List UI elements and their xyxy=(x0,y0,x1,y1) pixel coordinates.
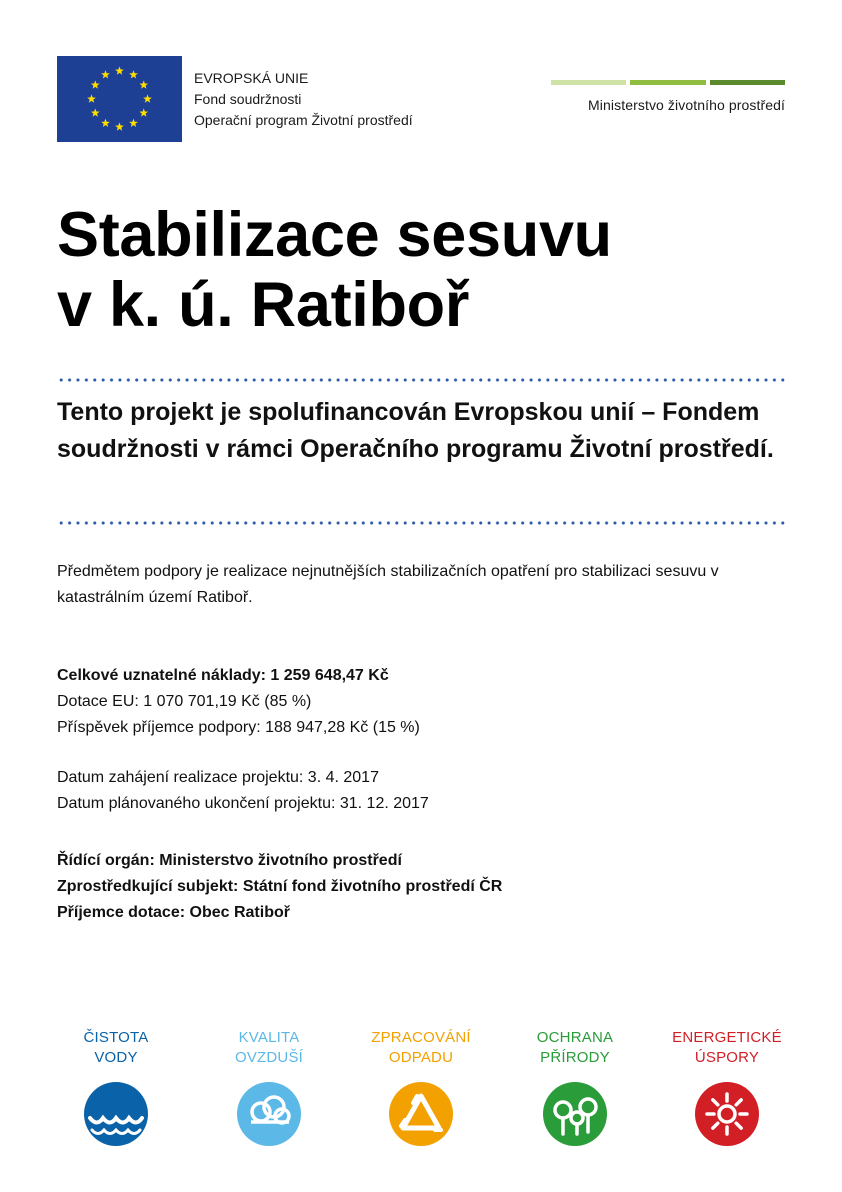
grant-recipient: Příjemce dotace: Obec Ratiboř xyxy=(57,904,290,921)
priority-energy xyxy=(662,1028,792,1146)
dotted-divider xyxy=(57,521,787,525)
ministry-name: Ministerstvo životního prostředí xyxy=(588,97,785,113)
priority-label-line: ODPADU xyxy=(388,1049,454,1066)
total-costs: Celkové uznatelné náklady: 1 259 648,47 Kč xyxy=(57,667,389,684)
title-line: v k. ú. Ratiboř xyxy=(57,270,470,340)
priority-label-line: VODY xyxy=(94,1049,138,1066)
priority-label xyxy=(662,1028,792,1068)
priority-label xyxy=(51,1028,181,1068)
page-title xyxy=(57,200,797,340)
recycle-triangle-icon xyxy=(389,1082,453,1146)
intermediate-body: Zprostředkující subjekt: Státní fond životního prostředí ČR xyxy=(57,878,503,895)
priority-label-line: OVZDUŠÍ xyxy=(234,1049,304,1066)
trees-icon xyxy=(543,1082,607,1146)
priority-air xyxy=(204,1028,334,1146)
start-date: Datum zahájení realizace projektu: 3. 4. 2017 xyxy=(57,769,379,786)
priority-waste xyxy=(356,1028,486,1146)
cloud-icon xyxy=(237,1082,301,1146)
sun-ray xyxy=(736,1123,741,1128)
eu-flag-icon xyxy=(57,56,182,142)
priority-nature xyxy=(510,1028,640,1146)
priority-label xyxy=(204,1028,334,1068)
project-description: Předmětem podpory je realizace nejnutnějších stabilizačních opatření pro stabilizaci sesuvu v katastrálním území Ratiboř. xyxy=(57,563,719,606)
sun-icon xyxy=(695,1082,759,1146)
dotted-divider xyxy=(57,378,787,382)
priority-label-line: ENERGETICKÉ xyxy=(672,1029,782,1046)
priority-label-line: ÚSPORY xyxy=(694,1049,760,1066)
priority-label-line: OCHRANA xyxy=(536,1029,614,1046)
title-line: Stabilizace sesuvu xyxy=(57,200,612,270)
eu-line: EVROPSKÁ UNIE xyxy=(194,70,309,86)
cofinancing-statement: Tento projekt je spolufinancován Evropskou unií – Fondem soudržnosti v rámci Operačního programu Životní prostředí. xyxy=(57,398,774,463)
priority-label-line: PŘÍRODY xyxy=(540,1049,610,1066)
bar-light xyxy=(551,80,626,85)
eu-flag xyxy=(57,56,182,142)
eu-line: Operační program Životní prostředí xyxy=(194,112,413,128)
bar-dark xyxy=(710,80,785,85)
organizations-section xyxy=(57,848,797,926)
managing-authority: Řídící orgán: Ministerstvo životního prostředí xyxy=(57,852,402,869)
priority-label-line: KVALITA xyxy=(238,1029,300,1046)
eu-program-text xyxy=(194,68,413,131)
sun-ray xyxy=(736,1100,741,1105)
sun-ray xyxy=(713,1123,718,1128)
priority-water xyxy=(51,1028,181,1146)
priority-label xyxy=(356,1028,486,1068)
ministry-color-bars xyxy=(551,80,785,85)
eu-grant: Dotace EU: 1 070 701,19 Kč (85 %) xyxy=(57,693,312,710)
ministry-logo xyxy=(551,80,785,113)
end-date: Datum plánovaného ukončení projektu: 31. 12. 2017 xyxy=(57,795,429,812)
priority-label xyxy=(510,1028,640,1068)
sun-ray xyxy=(713,1100,718,1105)
recipient-contribution: Příspěvek příjemce podpory: 188 947,28 Kč (15 %) xyxy=(57,719,420,736)
eu-line: Fond soudržnosti xyxy=(194,91,302,107)
cost-section xyxy=(57,663,797,741)
priority-label-line: ZPRACOVÁNÍ xyxy=(371,1029,471,1046)
bar-mid xyxy=(630,80,705,85)
dates-section xyxy=(57,765,797,817)
priority-label-line: ČISTOTA xyxy=(83,1029,149,1046)
water-waves-icon xyxy=(84,1082,148,1146)
